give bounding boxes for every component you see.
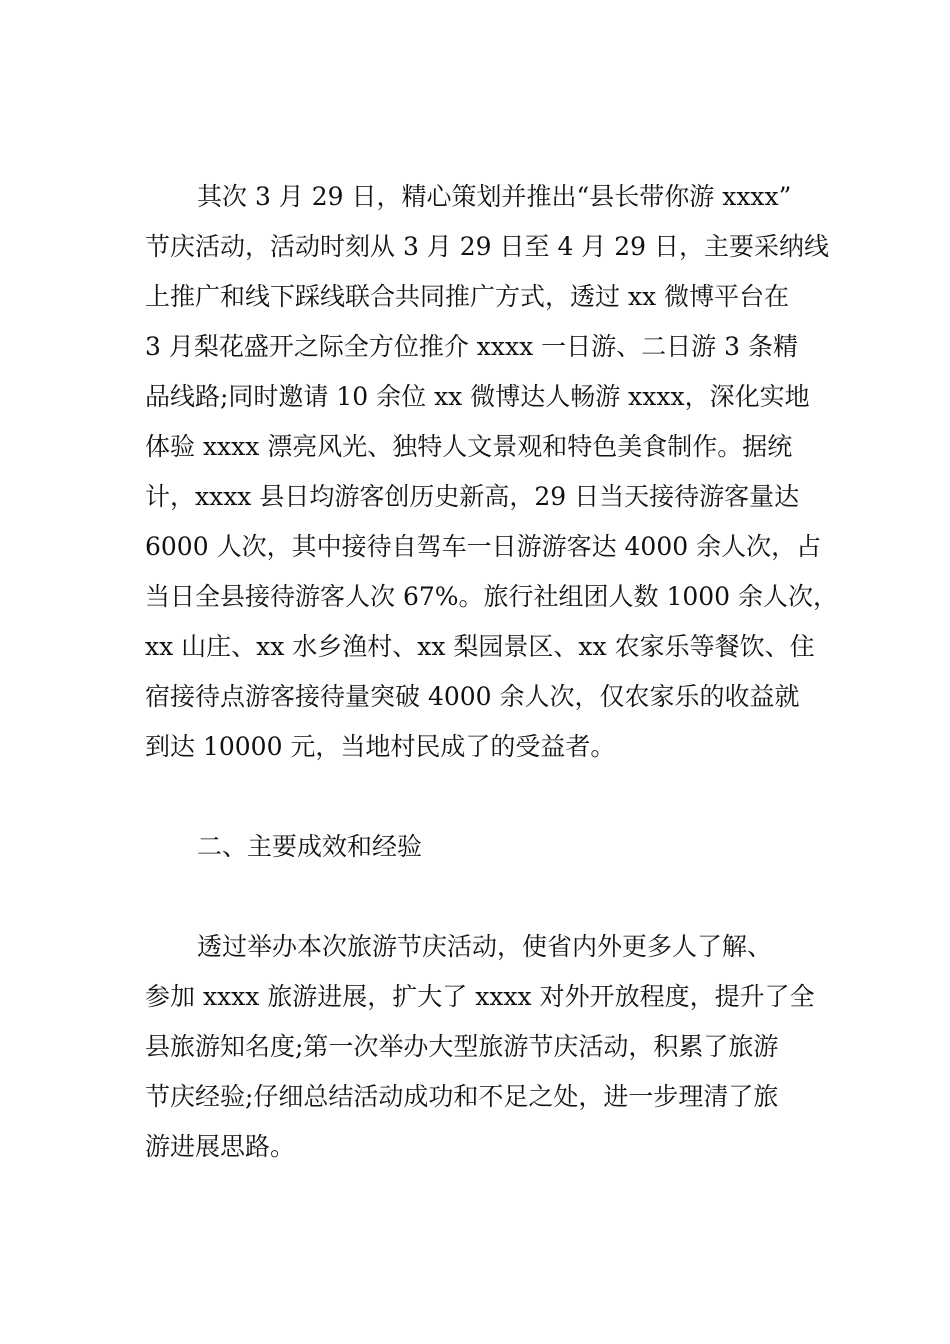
paragraph-line: 上推广和线下踩线联合共同推广方式，透过 xx 微博平台在: [145, 282, 790, 311]
paragraph-line: 品线路;同时邀请 10 余位 xx 微博达人畅游 xxxx，深化实地: [145, 382, 810, 411]
paragraph-line: 节庆经验;仔细总结活动成功和不足之处，进一步理清了旅: [145, 1082, 779, 1111]
paragraph-tourism-festival: [145, 172, 839, 772]
paragraph-line: 节庆活动，活动时刻从 3 月 29 日至 4 月 29 日，主要采纳线: [145, 232, 830, 261]
paragraph-line: 体验 xxxx 漂亮风光、独特人文景观和特色美食制作。据统: [145, 432, 793, 461]
paragraph-line: 到达 10000 元，当地村民成了的受益者。: [145, 732, 616, 761]
paragraph-line: 参加 xxxx 旅游进展，扩大了 xxxx 对外开放程度，提升了全: [145, 982, 815, 1011]
section-heading: 二、主要成效和经验: [197, 832, 423, 861]
paragraph-results: [145, 922, 815, 1172]
paragraph-line: 宿接待点游客接待量突破 4000 余人次，仅农家乐的收益就: [145, 682, 800, 711]
paragraph-line: 透过举办本次旅游节庆活动，使省内外更多人了解、: [197, 932, 773, 961]
paragraph-line: 计，xxxx 县日均游客创历史新高，29 日当天接待游客量达: [145, 482, 800, 511]
paragraph-line: 其次 3 月 29 日，精心策划并推出“县长带你游 xxxx”: [197, 182, 792, 211]
paragraph-line: 当日全县接待游客人次 67%。旅行社组团人数 1000 余人次，: [145, 582, 839, 611]
paragraph-line: 6000 人次，其中接待自驾车一日游游客达 4000 余人次，占: [145, 532, 822, 561]
paragraph-line: xx 山庄、xx 水乡渔村、xx 梨园景区、xx 农家乐等餐饮、住: [145, 632, 815, 661]
paragraph-line: 县旅游知名度;第一次举办大型旅游节庆活动，积累了旅游: [145, 1032, 779, 1061]
paragraph-line: 3 月梨花盛开之际全方位推介 xxxx 一日游、二日游 3 条精: [145, 332, 798, 361]
paragraph-line: 游进展思路。: [145, 1132, 296, 1161]
